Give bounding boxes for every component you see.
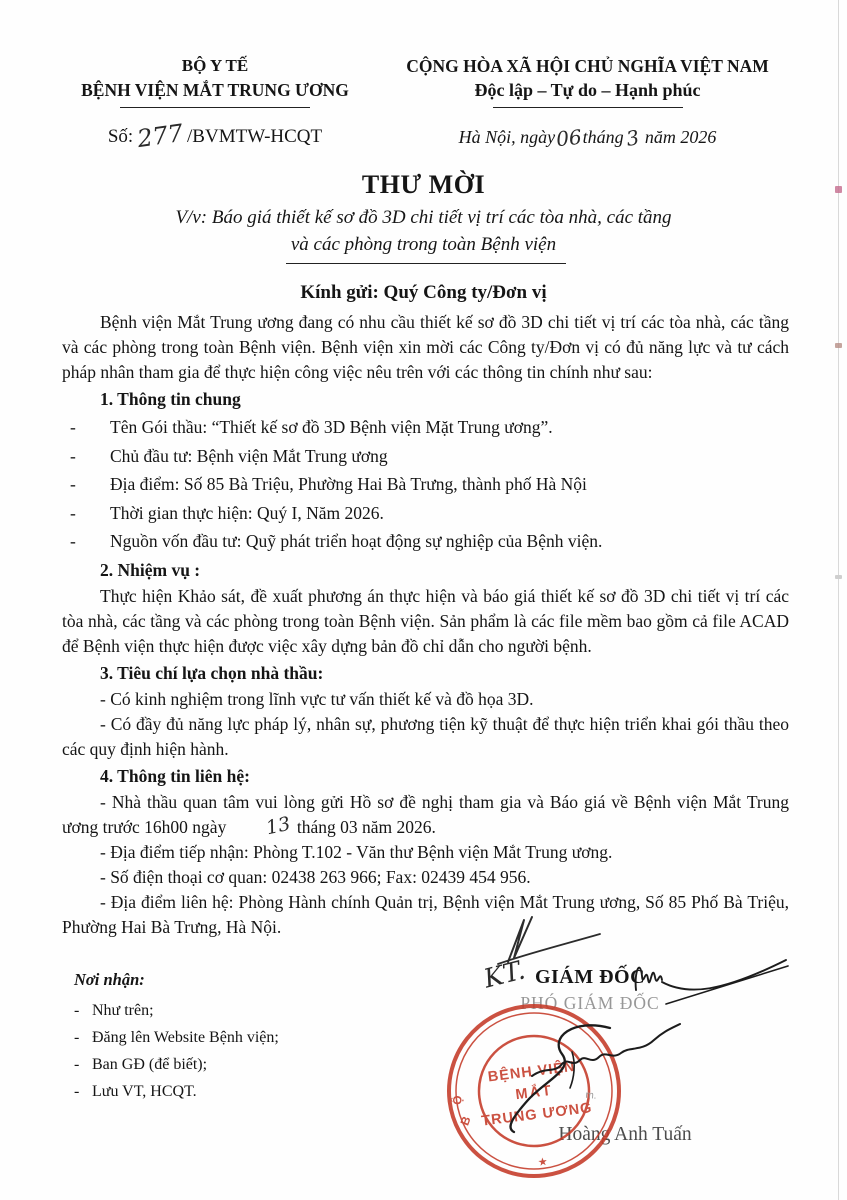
bullet-text: Tên Gói thầu: “Thiết kế sơ đồ 3D Bệnh viện Mặt Trung ương”. (110, 417, 553, 437)
recipient-text: Ban GĐ (để biết); (92, 1056, 208, 1073)
bullet-dash: - (70, 474, 76, 494)
deputy-title: PHÓ GIÁM ĐỐC (520, 993, 660, 1013)
bullet-dash: - (70, 502, 76, 523)
stamp-text-line2: MẮT (514, 1082, 554, 1104)
header-issuing-org (40, 56, 390, 154)
list-item (62, 527, 789, 556)
date-prefix: Hà Nội, ngày (458, 127, 556, 147)
recipients-block (74, 966, 279, 1105)
stamp-ring-letter-b: B (457, 1114, 474, 1128)
list-item (74, 1051, 279, 1078)
section1-heading: 1. Thông tin chung (100, 389, 241, 409)
list-item (62, 470, 789, 499)
section4-item-reception: - Địa điểm tiếp nhận: Phòng T.102 - Văn thư Bệnh viện Mắt Trung ương. (100, 841, 613, 862)
document-title: THƯ MỜI (361, 170, 486, 199)
handwritten-day: 06 (555, 124, 583, 152)
section3-item: - Có đầy đủ năng lực pháp lý, nhân sự, phương tiện kỹ thuật để thực hiện triển khai gói thầu theo các quy định hiện hành. (62, 713, 789, 759)
subject-underline (286, 263, 566, 264)
list-item (74, 997, 279, 1024)
deadline-text-pre: - Nhà thầu quan tâm vui lòng gửi Hồ sơ đề nghị tham gia và Báo giá về Bệnh viện Mắt Trung ương trước 16h00 ngày (62, 791, 789, 837)
org-underline (120, 107, 310, 108)
bullet-dash: - (70, 445, 76, 466)
signer-title: GIÁM ĐỐC (534, 966, 646, 988)
header-national-motto (385, 56, 790, 152)
recipients-heading: Nơi nhận: (74, 970, 145, 989)
bullet-text: Chủ đầu tư: Bệnh viện Mắt Trung ương (110, 445, 388, 466)
subject-line-2: và các phòng trong toàn Bệnh viện (290, 234, 557, 255)
recipient-text: Lưu VT, HCQT. (92, 1083, 197, 1100)
list-item (62, 499, 789, 528)
org-name: BỆNH VIỆN MẮT TRUNG ƯƠNG (81, 80, 349, 100)
handwritten-month: 3 (623, 125, 641, 151)
list-item (62, 442, 789, 471)
stamp-text-line1: BỆNH VIỆN (487, 1058, 577, 1086)
date-suffix: năm 2026 (644, 127, 717, 147)
letter-body (62, 310, 789, 940)
section2-paragraph: Thực hiện Khảo sát, đề xuất phương án thực hiện và báo giá thiết kế sơ đồ 3D chi tiết vị trí các tòa nhà, các tầng và các phòng trong toàn Bệnh viện. Sản phẩm là các file mềm bao gồm cả file ACAD để Bệnh viện thực hiện được việc xây dựng bản đồ chỉ dẫn cho người bệnh. (62, 585, 789, 656)
national-title: CỘNG HÒA XÃ HỘI CHỦ NGHĨA VIỆT NAM (406, 56, 769, 76)
subject-line-1: V/v: Báo giá thiết kế sơ đồ 3D chi tiết vị trí các tòa nhà, các tầng (175, 207, 672, 228)
bullet-dash: - (74, 1083, 80, 1100)
section4-item-phone: - Số điện thoại cơ quan: 02438 263 966; Fax: 02439 454 956. (100, 866, 531, 887)
intro-paragraph: Bệnh viện Mắt Trung ương đang có nhu cầu thiết kế sơ đồ 3D chi tiết vị trí các tòa nhà, các tầng và các phòng trong toàn Bệnh viện. Bệnh viện xin mời các Công ty/Đơn vị có đủ năng lực và tư cách pháp nhân tham gia để thực hiện công việc nêu trên với các thông tin chính như sau: (62, 312, 789, 382)
section4-heading: 4. Thông tin liên hệ: (100, 765, 250, 786)
place-date-line (385, 124, 790, 152)
section1-bullet-list (62, 413, 789, 556)
recipient-text: Đăng lên Website Bệnh viện; (92, 1029, 279, 1046)
motto: Độc lập – Tự do – Hạnh phúc (474, 80, 701, 100)
list-item (62, 413, 789, 442)
subject-lines (0, 204, 847, 258)
bullet-dash: - (74, 1002, 80, 1019)
scan-edge-mark (835, 343, 842, 348)
handwritten-deadline-day: 13 (264, 812, 293, 839)
salutation: Kính gửi: Quý Công ty/Đơn vị (300, 282, 547, 303)
bullet-text: Nguồn vốn đầu tư: Quỹ phát triển hoạt động sự nghiệp của Bệnh viện. (110, 531, 603, 551)
scan-edge-mark (835, 575, 842, 579)
handwritten-signature (457, 1012, 700, 1142)
stamp-text-line3: TRUNG ƯƠNG (480, 1100, 594, 1130)
section4-item-deadline (62, 790, 789, 840)
bullet-dash: - (70, 531, 76, 551)
document-number-line (40, 118, 390, 154)
stamp-ring-letter-o: Ộ (450, 1095, 465, 1106)
number-suffix: /BVMTW-HCQT (187, 126, 323, 147)
section2-heading: 2. Nhiệm vụ : (100, 559, 201, 580)
motto-underline (493, 107, 683, 108)
stamp-small-mark: m. (584, 1089, 597, 1102)
list-item (74, 1024, 279, 1051)
list-item (74, 1078, 279, 1105)
bullet-text: Địa điểm: Số 85 Bà Triệu, Phường Hai Bà Trưng, thành phố Hà Nội (110, 474, 587, 494)
handwritten-flourish (626, 950, 796, 1012)
bullet-text: Thời gian thực hiện: Quý I, Năm 2026. (110, 502, 384, 523)
bullet-dash: - (74, 1029, 80, 1046)
deadline-text-post: tháng 03 năm 2026. (296, 816, 436, 837)
number-label: Số: (107, 126, 134, 147)
section4-item-contact: - Địa điểm liên hệ: Phòng Hành chính Quản trị, Bệnh viện Mắt Trung ương, Số 85 Phố Bà Triệu, Phường Hai Bà Trưng, Hà Nội. (62, 891, 789, 937)
section3-heading: 3. Tiêu chí lựa chọn nhà thầu: (100, 662, 324, 683)
section3-item: - Có kinh nghiệm trong lĩnh vực tư vấn thiết kế và đồ họa 3D. (100, 688, 534, 709)
stamp-star: ★ (537, 1155, 549, 1170)
bullet-dash: - (70, 417, 76, 437)
date-mid: tháng (582, 127, 624, 147)
bullet-dash: - (74, 1056, 80, 1073)
handwritten-number: 277 (135, 118, 186, 154)
handwritten-kt: KT. (480, 955, 529, 995)
signer-name: Hoàng Anh Tuấn (558, 1124, 692, 1145)
ministry-name: BỘ Y TẾ (181, 56, 249, 75)
recipient-text: Như trên; (92, 1002, 154, 1019)
